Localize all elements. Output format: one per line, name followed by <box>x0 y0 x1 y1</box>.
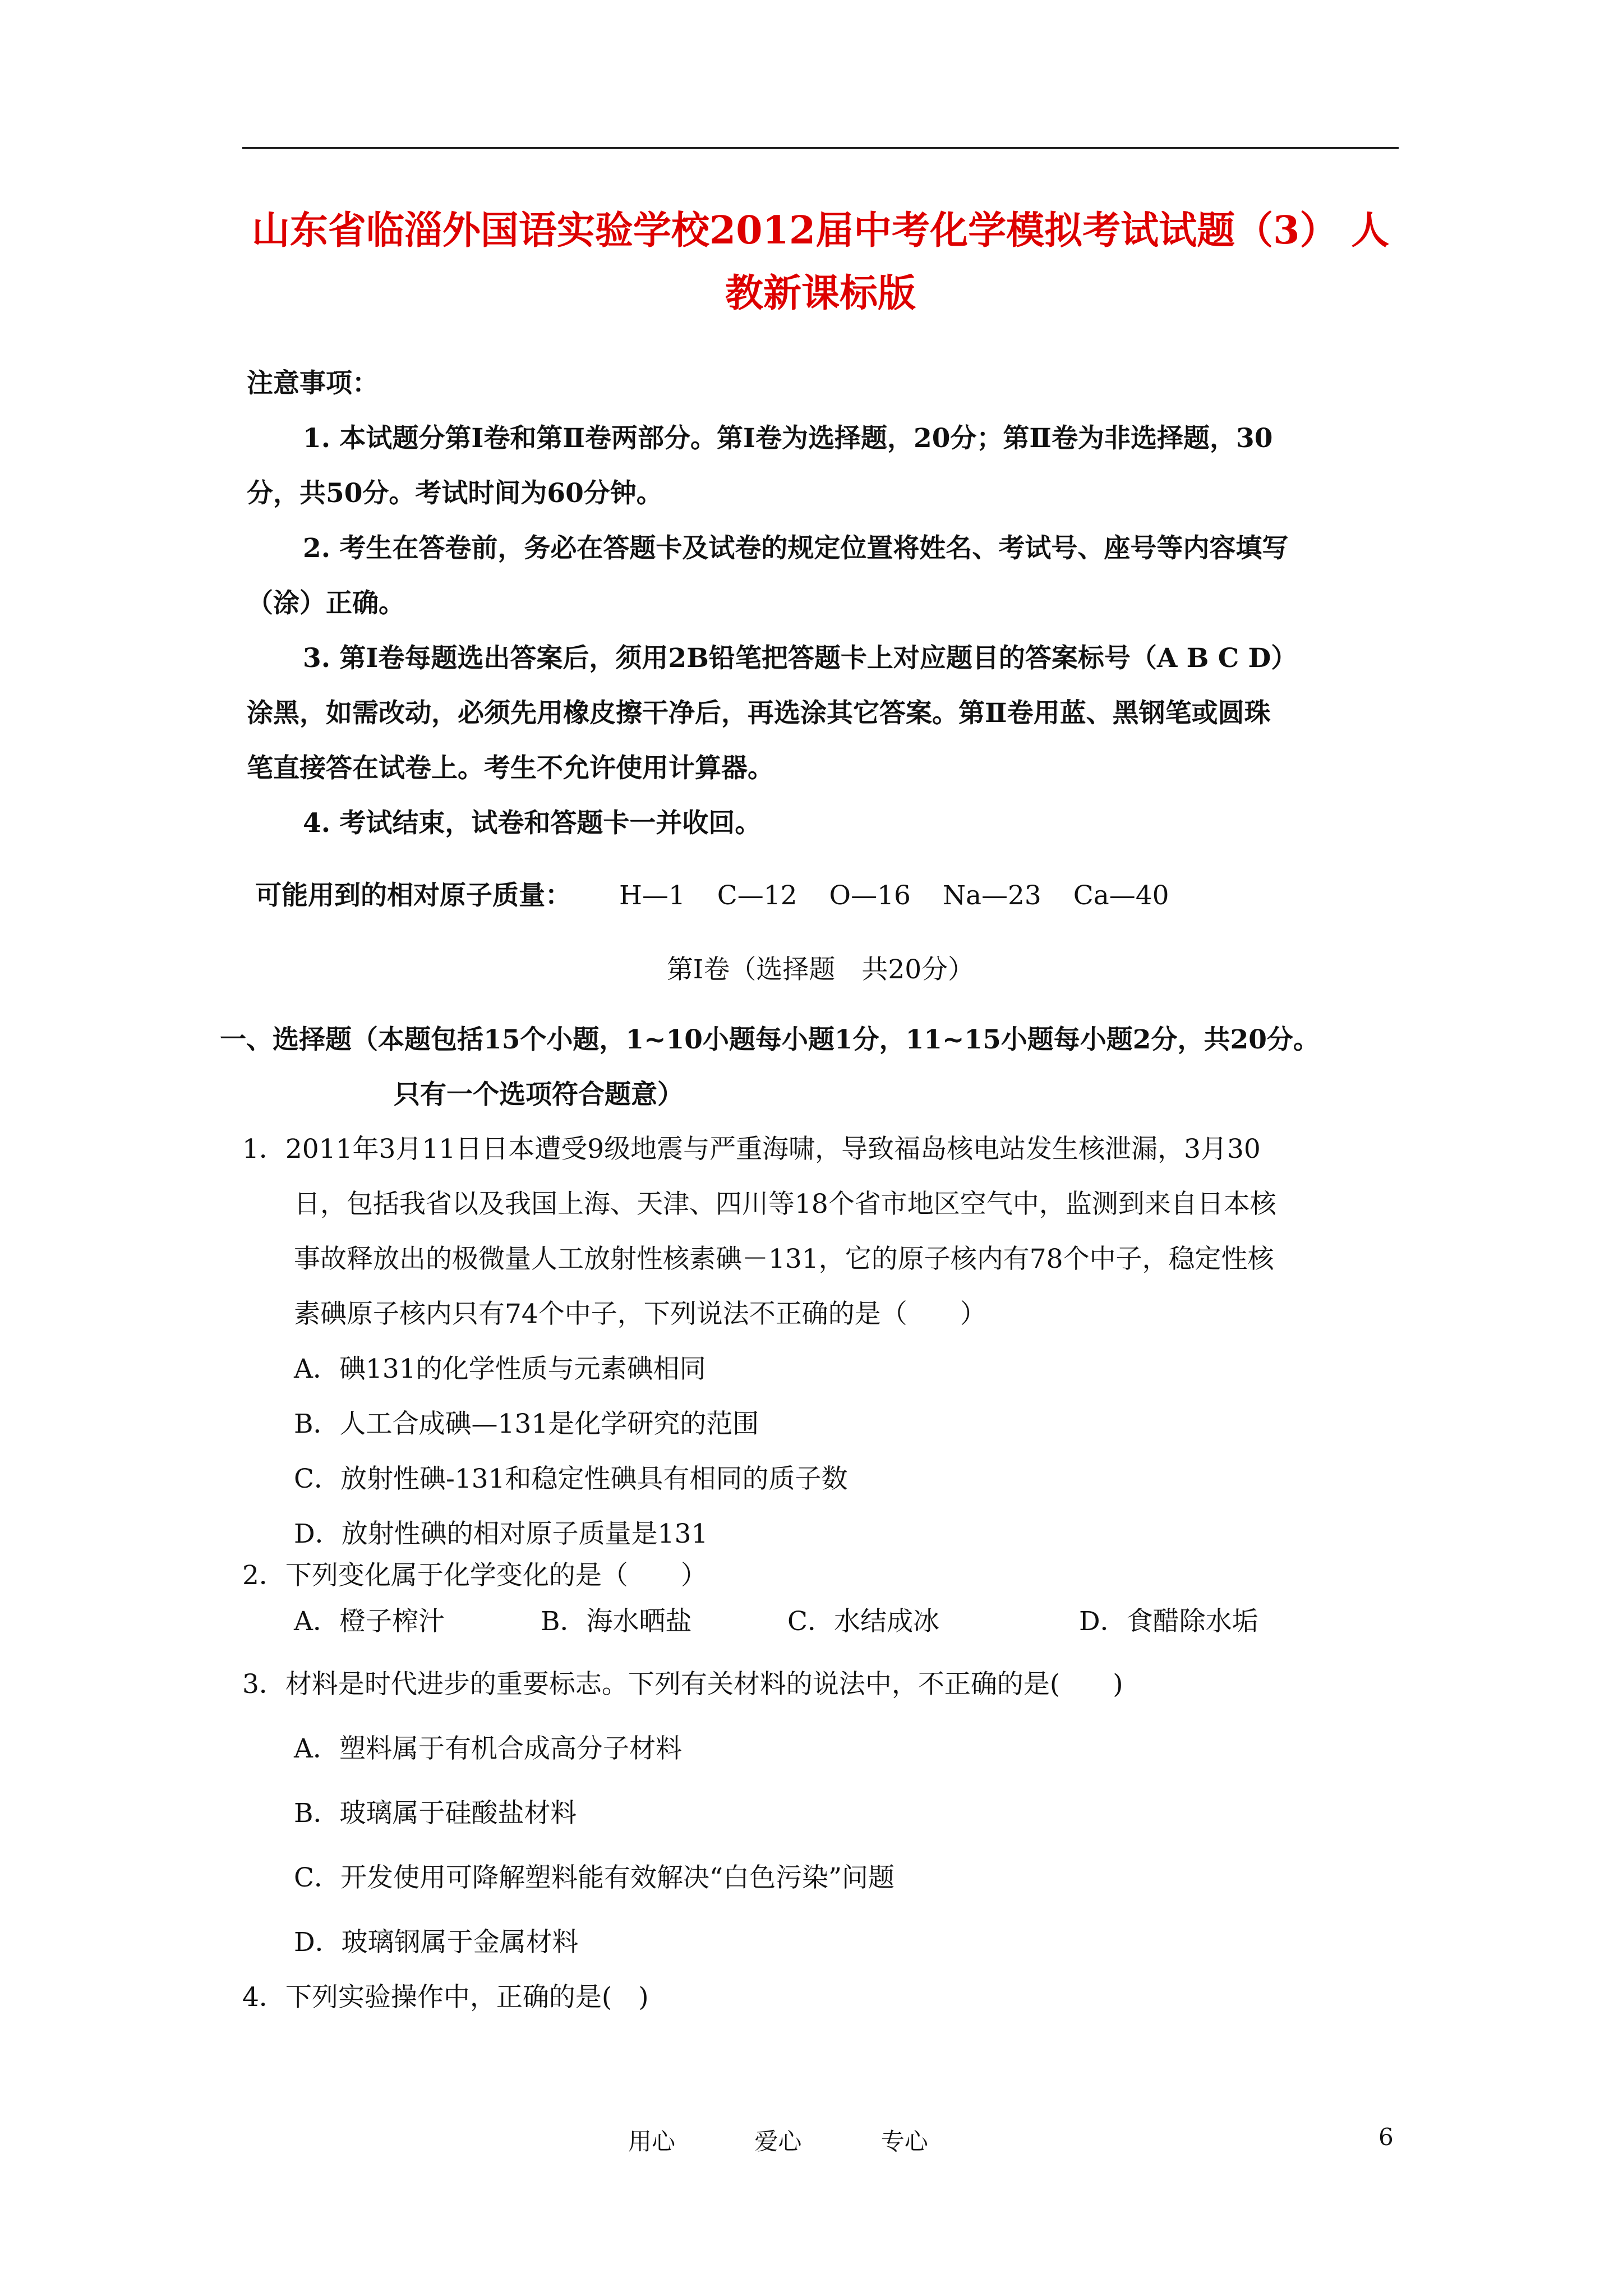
question-3-stem: 3．材料是时代进步的重要标志。下列有关材料的说法中，不正确的是( ) <box>242 1669 1123 1700</box>
question-1-option-d: D．放射性碘的相对原子质量是131 <box>294 1519 708 1549</box>
question-1-option-b: B．人工合成碘—131是化学研究的范围 <box>294 1409 759 1439</box>
atomic-masses-label: 可能用到的相对原子质量： <box>255 880 571 911</box>
question-1-option-a: A．碘131的化学性质与元素碘相同 <box>294 1354 706 1384</box>
section-1-line-2: 只有一个选项符合题意） <box>394 1079 684 1110</box>
question-3 <box>242 1652 1403 1975</box>
header-rule <box>242 147 1399 149</box>
question-2-stem: 2．下列变化属于化学变化的是（ ） <box>242 1560 707 1591</box>
atomic-mass-ca: Ca—40 <box>1073 880 1169 911</box>
notice-section <box>247 356 1402 851</box>
question-2 <box>242 1553 1403 1645</box>
question-4 <box>242 1970 1403 2025</box>
question-3-option-b: B．玻璃属于硅酸盐材料 <box>294 1798 577 1829</box>
notice-item-1-line-1: 1. 本试题分第Ⅰ卷和第Ⅱ卷两部分。第Ⅰ卷为选择题，20分；第Ⅱ卷为非选择题，30 <box>303 423 1273 454</box>
question-2-option-a: A．橙子榨汁 <box>294 1606 445 1637</box>
footer-word-1: 用心 <box>628 2128 676 2155</box>
question-2-options <box>242 1599 1403 1645</box>
atomic-mass-o: O—16 <box>829 880 911 911</box>
question-1-line-3: 事故释放出的极微量人工放射性核素碘－131，它的原子核内有78个中子，稳定性核 <box>294 1244 1274 1274</box>
footer-word-3: 专心 <box>880 2128 928 2155</box>
question-4-stem: 4．下列实验操作中，正确的是( ) <box>242 1982 649 2013</box>
section-1-line-1: 一、选择题（本题包括15个小题，1~10小题每小题1分，11~15小题每小题2分，共20分。 <box>220 1024 1320 1055</box>
question-3-option-c: C．开发使用可降解塑料能有效解决“白色污染”问题 <box>294 1862 895 1893</box>
question-1-line-2: 日，包括我省以及我国上海、天津、四川等18个省市地区空气中，监测到来自日本核 <box>294 1189 1276 1220</box>
notice-item-3-line-2: 涂黑，如需改动，必须先用橡皮擦干净后，再选涂其它答案。第Ⅱ卷用蓝、黑钢笔或圆珠 <box>247 698 1271 729</box>
notice-item-4-line-1: 4. 考试结束，试卷和答题卡一并收回。 <box>303 808 762 839</box>
part-1-heading: 第Ⅰ卷（选择题 共20分） <box>666 954 975 985</box>
notice-item-3-line-3: 笔直接答在试卷上。考生不允许使用计算器。 <box>247 753 774 784</box>
section-1-heading <box>220 1013 1403 1122</box>
title-line-2: 教新课标版 <box>725 271 916 316</box>
title-line-1: 山东省临淄外国语实验学校2012届中考化学模拟考试试题（3） 人 <box>251 208 1390 253</box>
question-2-option-b: B．海水晒盐 <box>541 1606 692 1637</box>
question-1 <box>242 1122 1403 1562</box>
footer-motto <box>628 2123 1000 2157</box>
notice-item-3-line-1: 3. 第Ⅰ卷每题选出答案后，须用2B铅笔把答题卡上对应题目的答案标号（A B C D） <box>303 643 1298 674</box>
atomic-mass-na: Na—23 <box>942 880 1041 911</box>
question-3-option-d: D．玻璃钢属于金属材料 <box>294 1927 579 1958</box>
question-1-line-4: 素碘原子核内只有74个中子，下列说法不正确的是（ ） <box>294 1299 986 1329</box>
page-number: 6 <box>1378 2123 1394 2151</box>
notice-item-2-line-1: 2. 考生在答卷前，务必在答题卡及试卷的规定位置将姓名、考试号、座号等内容填写 <box>303 533 1289 564</box>
atomic-mass-h: H—1 <box>619 880 685 911</box>
atomic-masses <box>255 868 1169 923</box>
question-1-line-1: 1．2011年3月11日日本遭受9级地震与严重海啸，导致福岛核电站发生核泄漏，3月30 <box>242 1134 1261 1165</box>
notice-item-1-line-2: 分，共50分。考试时间为60分钟。 <box>247 478 663 509</box>
notice-heading: 注意事项： <box>247 368 379 399</box>
question-2-option-d: D．食醋除水垢 <box>1079 1606 1258 1637</box>
document-title <box>242 199 1399 325</box>
question-3-option-a: A．塑料属于有机合成高分子材料 <box>294 1733 682 1764</box>
notice-item-2-line-2: （涂）正确。 <box>247 588 405 619</box>
footer-word-2: 爱心 <box>754 2128 802 2155</box>
question-2-option-c: C．水结成冰 <box>787 1606 939 1637</box>
question-1-option-c: C．放射性碘-131和稳定性碘具有相同的质子数 <box>294 1464 848 1494</box>
atomic-mass-c: C—12 <box>717 880 797 911</box>
